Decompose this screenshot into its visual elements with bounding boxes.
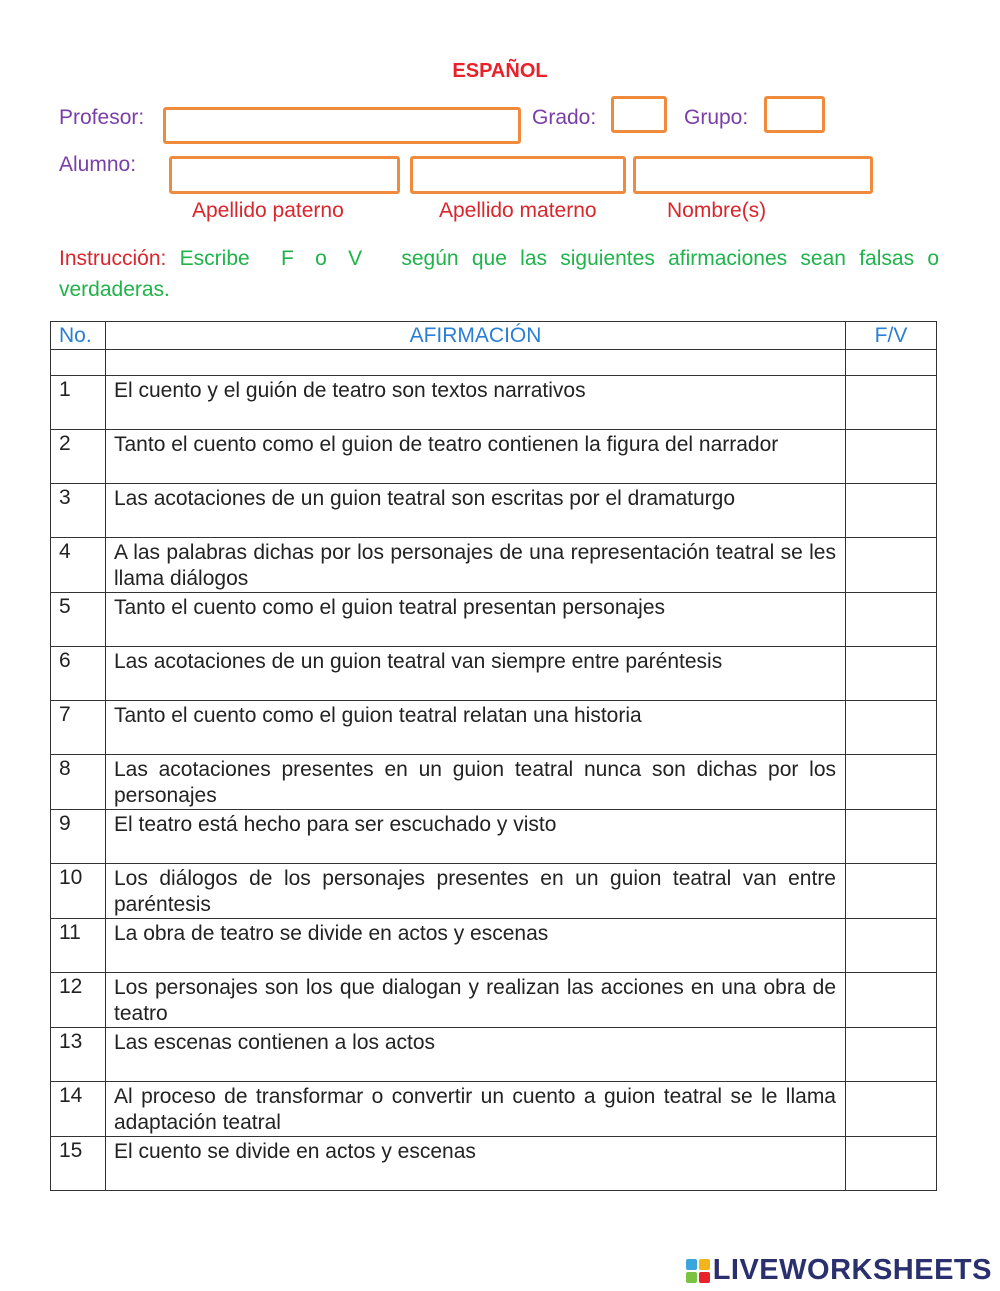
header-fv: F/V	[846, 322, 937, 350]
fv-answer-cell[interactable]	[846, 810, 937, 864]
row-statement: Tanto el cuento como el guion teatral relatan una historia	[106, 701, 846, 755]
instruction-label: Instrucción:	[59, 247, 167, 270]
instruction-text-b: según que las siguientes afirmaciones sean falsas o verdaderas.	[59, 247, 940, 301]
row-statement: La obra de teatro se divide en actos y escenas	[106, 919, 846, 973]
row-number: 4	[51, 538, 106, 593]
blank-cell	[846, 350, 937, 376]
grupo-input[interactable]	[764, 96, 825, 133]
instruction-text-a: Escribe	[179, 247, 250, 270]
fv-answer-cell[interactable]	[846, 755, 937, 810]
fv-answer-cell[interactable]	[846, 973, 937, 1028]
profesor-label: Profesor:	[59, 106, 145, 129]
row-number: 1	[51, 376, 106, 430]
table-row	[51, 755, 937, 810]
instruction-v: V	[348, 247, 363, 270]
logo-text: LIVEWORKSHEETS	[712, 1254, 992, 1286]
fv-answer-cell[interactable]	[846, 538, 937, 593]
row-number: 10	[51, 864, 106, 919]
header-statement: AFIRMACIÓN	[106, 322, 846, 350]
table-row	[51, 376, 937, 430]
instruction-o: o	[315, 247, 327, 270]
apellido-paterno-caption: Apellido paterno	[192, 199, 344, 222]
fv-answer-cell[interactable]	[846, 701, 937, 755]
alumno-label: Alumno:	[59, 153, 137, 176]
table-row	[51, 593, 937, 647]
row-statement: Las acotaciones de un guion teatral son escritas por el dramaturgo	[106, 484, 846, 538]
table-row	[51, 810, 937, 864]
fv-answer-cell[interactable]	[846, 919, 937, 973]
table-row	[51, 538, 937, 593]
blank-cell	[51, 350, 106, 376]
table-row	[51, 647, 937, 701]
row-number: 7	[51, 701, 106, 755]
grado-input[interactable]	[611, 96, 667, 133]
liveworksheets-logo	[686, 1254, 992, 1287]
profesor-input[interactable]	[163, 107, 521, 144]
row-statement: El cuento se divide en actos y escenas	[106, 1137, 846, 1191]
table-row	[51, 701, 937, 755]
nombres-caption: Nombre(s)	[667, 199, 767, 222]
logo-cubes-icon	[686, 1259, 710, 1283]
table-row	[51, 973, 937, 1028]
row-statement: Las acotaciones presentes en un guion teatral nunca son dichas por los personajes	[106, 755, 846, 810]
row-statement: Las acotaciones de un guion teatral van siempre entre paréntesis	[106, 647, 846, 701]
row-statement: Tanto el cuento como el guion teatral presentan personajes	[106, 593, 846, 647]
fv-answer-cell[interactable]	[846, 430, 937, 484]
apellido-materno-caption: Apellido materno	[439, 199, 597, 222]
fv-answer-cell[interactable]	[846, 864, 937, 919]
apellido-paterno-input[interactable]	[169, 156, 400, 194]
row-statement: El cuento y el guión de teatro son textos narrativos	[106, 376, 846, 430]
row-number: 15	[51, 1137, 106, 1191]
row-number: 5	[51, 593, 106, 647]
row-number: 8	[51, 755, 106, 810]
table-row	[51, 430, 937, 484]
page-title: ESPAÑOL	[452, 60, 548, 82]
table-row	[51, 484, 937, 538]
row-statement: El teatro está hecho para ser escuchado y visto	[106, 810, 846, 864]
fv-answer-cell[interactable]	[846, 1082, 937, 1137]
row-statement: Los diálogos de los personajes presentes en un guion teatral van entre paréntesis	[106, 864, 846, 919]
row-number: 11	[51, 919, 106, 973]
row-number: 6	[51, 647, 106, 701]
fv-answer-cell[interactable]	[846, 484, 937, 538]
fv-answer-cell[interactable]	[846, 1137, 937, 1191]
grupo-label: Grupo:	[684, 106, 749, 129]
blank-cell	[106, 350, 846, 376]
header-no: No.	[51, 322, 106, 350]
grado-label: Grado:	[532, 106, 597, 129]
blank-row	[51, 350, 937, 376]
row-statement: Los personajes son los que dialogan y realizan las acciones en una obra de teatro	[106, 973, 846, 1028]
row-number: 9	[51, 810, 106, 864]
row-number: 2	[51, 430, 106, 484]
row-statement: A las palabras dichas por los personajes de una representación teatral se les llama diálogos	[106, 538, 846, 593]
nombres-input[interactable]	[633, 156, 873, 194]
row-statement: Al proceso de transformar o convertir un cuento a guion teatral se le llama adaptación teatral	[106, 1082, 846, 1137]
statements-table	[50, 321, 937, 1191]
table-row	[51, 919, 937, 973]
row-number: 14	[51, 1082, 106, 1137]
fv-answer-cell[interactable]	[846, 1028, 937, 1082]
table-row	[51, 1137, 937, 1191]
fv-answer-cell[interactable]	[846, 593, 937, 647]
instruction-f: F	[280, 247, 294, 270]
table-row	[51, 864, 937, 919]
apellido-materno-input[interactable]	[410, 156, 626, 194]
instruction	[59, 243, 939, 305]
row-number: 3	[51, 484, 106, 538]
row-statement: Las escenas contienen a los actos	[106, 1028, 846, 1082]
table-row	[51, 1082, 937, 1137]
fv-answer-cell[interactable]	[846, 647, 937, 701]
row-statement: Tanto el cuento como el guion de teatro contienen la figura del narrador	[106, 430, 846, 484]
fv-answer-cell[interactable]	[846, 376, 937, 430]
row-number: 13	[51, 1028, 106, 1082]
row-number: 12	[51, 973, 106, 1028]
table-row	[51, 1028, 937, 1082]
